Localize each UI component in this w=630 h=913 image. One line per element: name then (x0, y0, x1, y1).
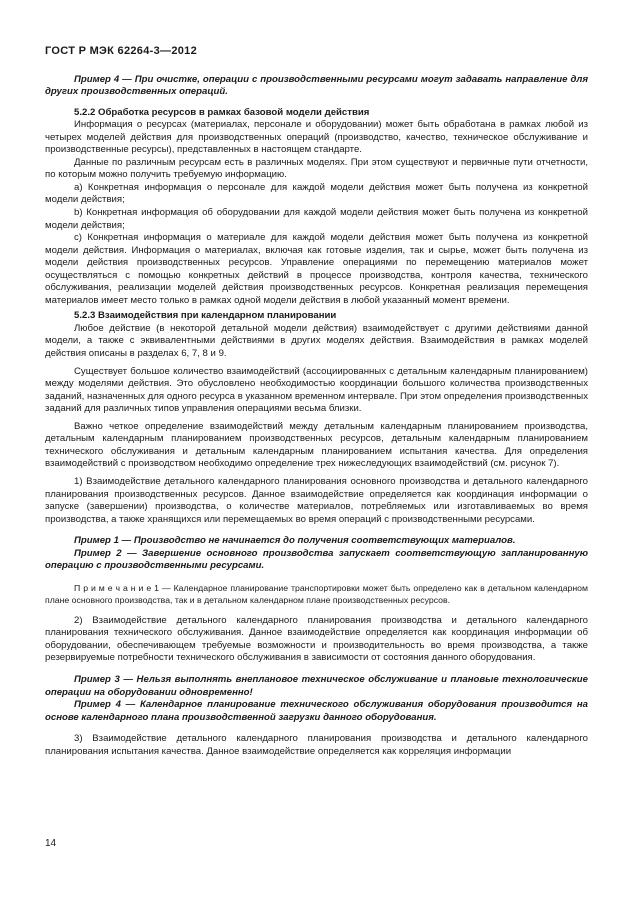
paragraph: Информация о ресурсах (материалах, персонале и оборудовании) может быть обработана в рамках любой из четырех моделей действия для производственных операций (производство, качество, техническое обслуживание и производственные ресурсы), представленных в настоящем стандарте. (45, 119, 588, 156)
example-2: Пример 2 — Завершение основного производства запускает соответствующую запланированную операцию с производственными ресурсами. (45, 547, 588, 572)
section-heading-5-2-2: 5.2.2 Обработка ресурсов в рамках базовой модели действия (74, 106, 370, 118)
list-item-a: a) Конкретная информация о персонале для каждой модели действия может быть получена из конкретной модели действия; (45, 181, 588, 206)
example-4-intro: Пример 4 — При очистке, операции с производственными ресурсами могут задавать направление для других производственных операций. (45, 73, 588, 98)
section-heading-5-2-3: 5.2.3 Взаимодействия при календарном планировании (74, 310, 337, 322)
example-4: Пример 4 — Календарное планирование технического обслуживания оборудования производится на основе календарного плана производственной загрузки данного оборудования. (45, 699, 588, 723)
example-3: Пример 3 — Нельзя выполнять внеплановое техническое обслуживание и плановые технологические операции на оборудовании одновременно! (45, 673, 588, 698)
paragraph: Любое действие (в некоторой детальной модели действия) взаимодействует с другими действиями данной модели, а также с эквивалентными действиями в других моделях действия. Взаимодействия в рамках моделей действия описаны в разделах 6, 7, 8 и 9. (45, 322, 588, 360)
paragraph: Существует большое количество взаимодействий (ассоциированных с детальным календарным планированием) между моделями действия. Это обусловлено необходимостью координации большого количества производственных заданий, назначенных для одного ресурса в указанном временном интервале. При этом определения производственных заданий для различных типов управления операциями весьма близки. (45, 365, 588, 415)
list-item-c: c) Конкретная информация о материале для каждой модели действия может быть получена из конкретной модели действия. Информация о материалах, включая как готовые изделия, так и сырье, может быть получена из модели действия производственных ресурсов. Управление операциями по перемещению материалов может осуществляться с помощью конкретных действий в процессе производства, контроля качества, технического обслуживания, реализации моделей действия производственных ресурсов. Конкретная реализация перемещения материалов имеет место только в рамках одной модели действия в любой указанный момент времени. (45, 232, 588, 306)
list-item-b: b) Конкретная информация об оборудовании для каждой модели действия может быть получена из конкретной модели действия; (45, 207, 588, 231)
example-1: Пример 1 — Производство не начинается до получения соответствующих материалов. (74, 535, 516, 547)
paragraph: Данные по различным ресурсам есть в различных моделях. При этом существуют и первичные пути отчетности, по которым можно получить требуемую информацию. (45, 156, 588, 181)
document-page (45, 45, 588, 758)
note-1: П р и м е ч а н и е 1 — Календарное планирование транспортировки может быть определено как в детальном календарном плане основного производства, так и в детальном календарном плане производственных ресурсов. (45, 582, 588, 605)
list-item-2: 2) Взаимодействие детального календарного планирования производства и детального календарного планирования технического обслуживания. Данное взаимодействие определяется как координация информации об оборудовании, обеспечивающем требуемые возможности и производительность во время производства, а также резервируемые потребности технического обслуживания в зависимости от состояния данного оборудования. (45, 614, 588, 664)
document-header: ГОСТ Р МЭК 62264-3—2012 (45, 45, 197, 57)
list-item-3: 3) Взаимодействие детального календарного планирования производства и детального календарного планирования испытания качества. Данное взаимодействие определяется как корреляция информации (45, 733, 588, 757)
paragraph: Важно четкое определение взаимодействий между детальным календарным планированием производства, детальным календарным планированием производственных ресурсов, детальным календарным планированием технического обслуживания и детальным календарным планированием испытания качества. Для определения взаимодействий с производством необходимо определение трех нижеследующих взаимодействий (см. рисунок 7). (45, 420, 588, 470)
list-item-1: 1) Взаимодействие детального календарного планирования основного производства и детального календарного планирования производственных ресурсов. Данное взаимодействие определяется как координация информации о запуске (завершении) производства, о количестве материалов, потребляемых или изготавливаемых во время производства, а также хранящихся или перемещаемых во время операций с производственными ресурсами. (45, 475, 588, 525)
page-number: 14 (45, 838, 57, 849)
